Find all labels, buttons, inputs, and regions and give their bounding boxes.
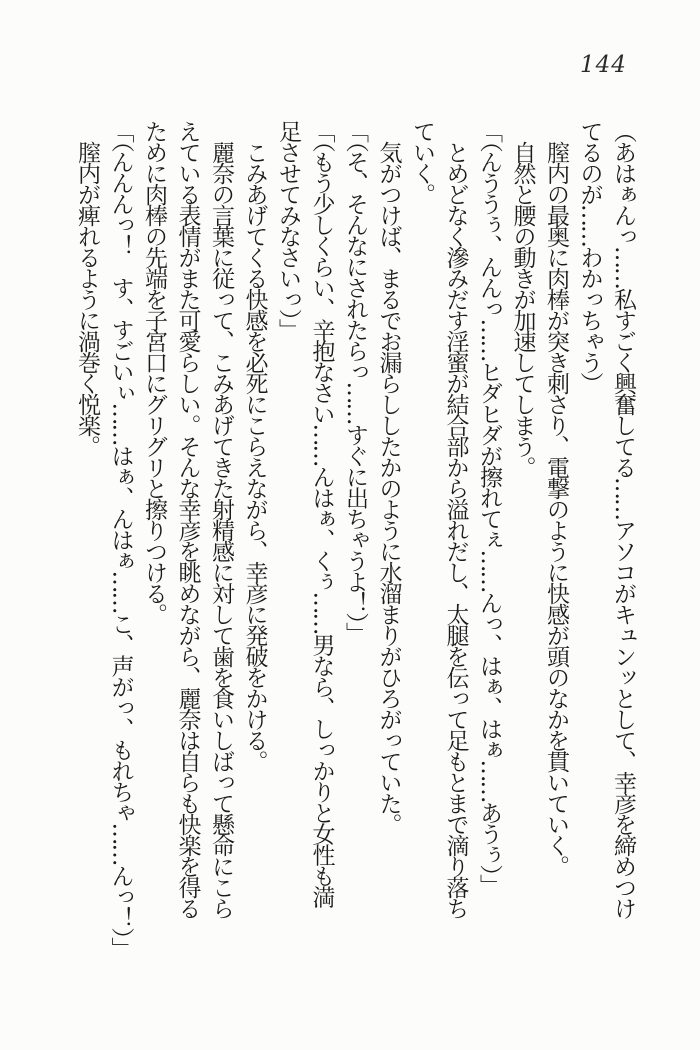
text-line: 足させてみなさいっ）」 bbox=[275, 120, 301, 340]
page-number: 144 bbox=[580, 52, 627, 78]
text-line: ていく。 bbox=[409, 120, 435, 204]
text-line: 膣内の最奥に肉棒が突き刺さり、電撃のように快感が頭のなかを貫いていく。 bbox=[543, 141, 569, 876]
text-line: 気がつけば、まるでお漏らししたかのように水溜まりがひろがっていた。 bbox=[375, 141, 402, 834]
vertical-text-block bbox=[70, 120, 640, 990]
text-line: こみあげてくる快感を必死にこらえながら、幸彦に発破をかける。 bbox=[241, 141, 268, 771]
text-line: 麗奈の言葉に従って、こみあげてきた射精感に対して歯を食いしばって懸命にこら bbox=[208, 141, 234, 918]
text-line: ために肉棒の先端を子宮口にグリグリと擦りつける。 bbox=[141, 120, 167, 624]
text-line: （あはぁんっ……私すごく興奮してる……アソコがキュンッとして、幸彦を締めつけ bbox=[610, 120, 636, 918]
text-line: てるのが……わかっちゃう） bbox=[576, 120, 603, 393]
text-line: えている表情がまた可愛らしい。そんな幸彦を眺めながら、麗奈は自らも快楽を得る bbox=[174, 120, 201, 918]
text-line: 「（そ、そんなにされたらっ……すぐに出ちゃうよ！）」 bbox=[342, 120, 368, 643]
text-line: 自然と腰の動きが加速してしまう。 bbox=[509, 141, 536, 477]
text-line: 「（んううぅ、んんっ……ヒダヒダが擦れてぇ……んっ、はぁ、はぁ……あうぅ）」 bbox=[476, 120, 502, 895]
text-line: 「（もう少しくらい、辛抱なさい……んはぁ、くぅ……男なら、しっかりと女性も満 bbox=[308, 120, 335, 907]
text-line: とめどなく滲みだす淫蜜が結合部から溢れだし、太腿を伝って足もとまで滴り落ち bbox=[442, 141, 469, 918]
text-line: 膣内が痺れるように渦巻く悦楽。 bbox=[74, 141, 100, 456]
text-line: 「（んんんっ！ す、すごいぃ……はぁ、んはぁ……こ、声がっ、もれちゃ……んっ！）」 bbox=[107, 120, 134, 958]
